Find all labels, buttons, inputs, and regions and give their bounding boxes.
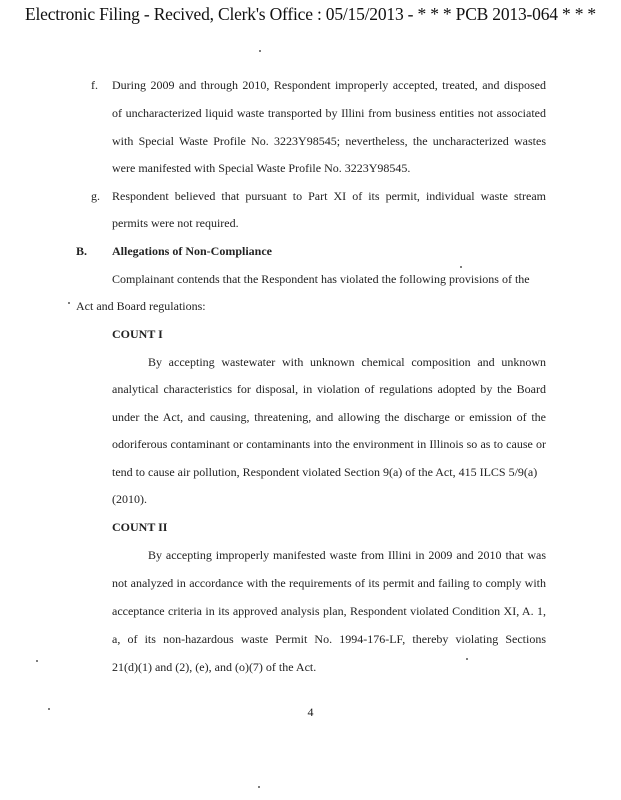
item-f-line-4: were manifested with Special Waste Profile No. 3223Y98545. xyxy=(112,161,411,175)
section-b-marker: B. xyxy=(76,244,88,258)
item-g-line-2: permits were not required. xyxy=(112,216,239,230)
filing-stamp-header: Electronic Filing - Recived, Clerk's Office : 05/15/2013 - * * * PCB 2013-064 * * * xyxy=(25,4,596,24)
count-2-title: COUNT II xyxy=(112,520,168,534)
scan-speck xyxy=(466,658,468,660)
scan-speck xyxy=(48,708,50,710)
count-1-line-3: under the Act, and causing, threatening, and allowing the discharge or emission of the xyxy=(112,410,546,424)
scan-speck xyxy=(259,50,261,52)
item-f-marker: f. xyxy=(91,78,98,92)
item-g-marker: g. xyxy=(91,189,100,203)
count-1-line-4: odoriferous contaminant or contaminants into the environment in Illinois so as to cause or xyxy=(112,437,546,451)
count-1-title: COUNT I xyxy=(112,327,163,341)
count-1-line-2: analytical characteristics for disposal, in violation of regulations adopted by the Board xyxy=(112,382,546,396)
count-2-line-4: a, of its non-hazardous waste Permit No. 1994-176-LF, thereby violating Sections xyxy=(112,632,546,646)
scan-speck xyxy=(460,266,462,268)
item-f-line-1: During 2009 and through 2010, Respondent improperly accepted, treated, and disposed xyxy=(112,78,546,92)
count-2-line-5: 21(d)(1) and (2), (e), and (o)(7) of the Act. xyxy=(112,660,317,674)
scan-speck xyxy=(36,660,38,662)
item-f-line-2: of uncharacterized liquid waste transported by Illini from business entities not associated xyxy=(112,106,546,120)
section-b-line-1: Complainant contends that the Respondent has violated the following provisions of the xyxy=(112,272,530,286)
count-1-line-5: tend to cause air pollution, Respondent violated Section 9(a) of the Act, 415 ILCS 5/9(a) xyxy=(112,465,538,479)
scan-speck xyxy=(68,302,70,304)
count-1-line-6: (2010). xyxy=(112,492,147,506)
scan-speck xyxy=(258,786,260,788)
count-2-line-2: not analyzed in accordance with the requirements of its permit and failing to comply with xyxy=(112,576,546,590)
section-b-heading: Allegations of Non-Compliance xyxy=(112,244,272,258)
item-f-line-3: with Special Waste Profile No. 3223Y98545; nevertheless, the uncharacterized wastes xyxy=(112,134,546,148)
count-2-line-1: By accepting improperly manifested waste from Illini in 2009 and 2010 that was xyxy=(148,548,546,562)
count-2-line-3: acceptance criteria in its approved analysis plan, Respondent violated Condition XI, A. 1, xyxy=(112,604,546,618)
section-b-line-2: Act and Board regulations: xyxy=(76,299,206,313)
item-g-line-1: Respondent believed that pursuant to Part XI of its permit, individual waste stream xyxy=(112,189,546,203)
count-1-line-1: By accepting wastewater with unknown chemical composition and unknown xyxy=(148,355,546,369)
page-number: 4 xyxy=(307,705,314,719)
